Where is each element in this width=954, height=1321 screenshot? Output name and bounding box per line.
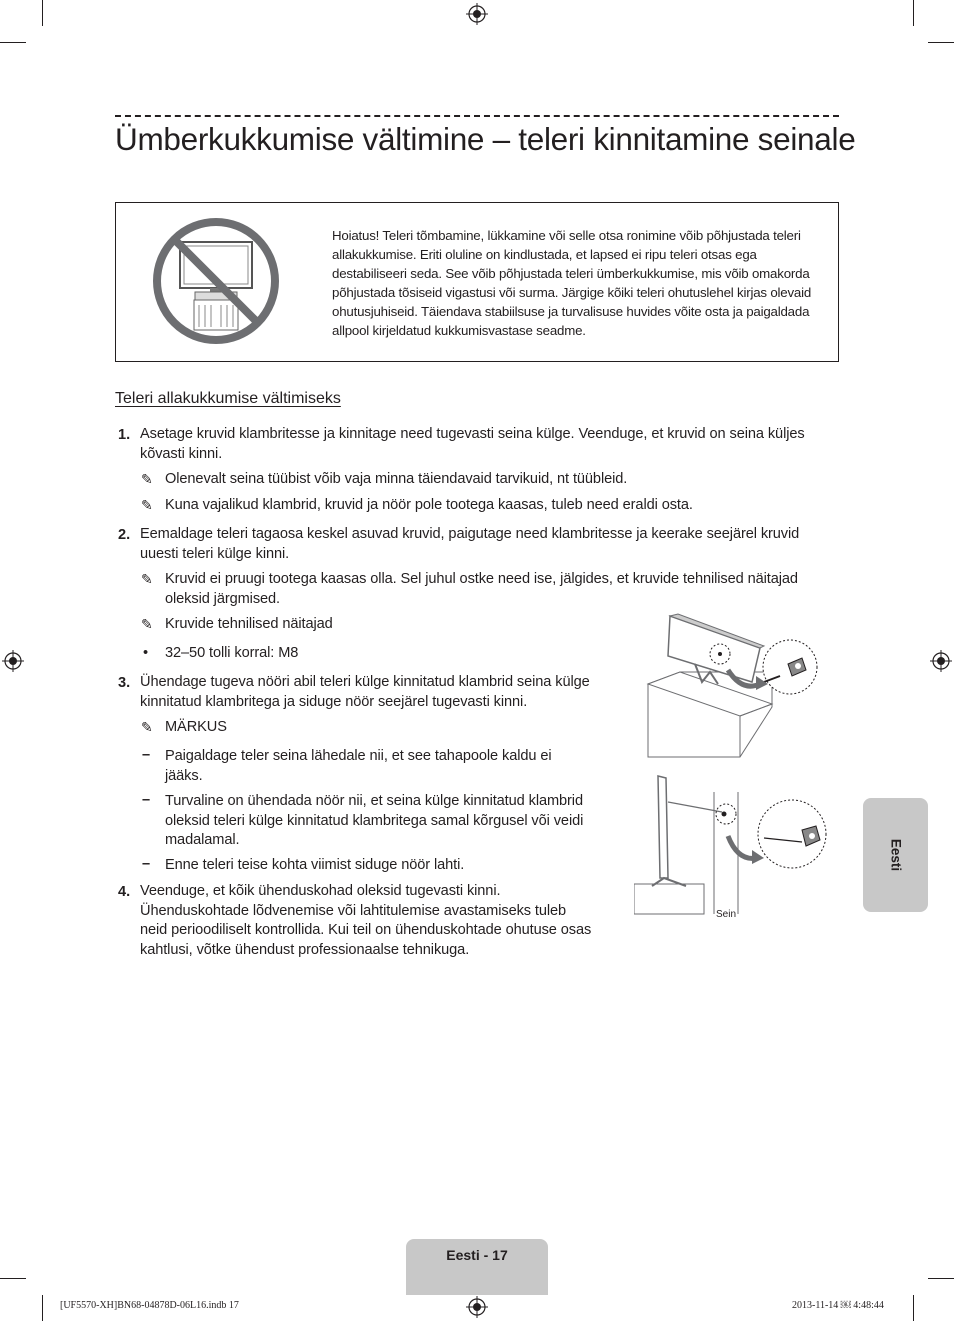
step-text: Eemaldage teleri tagaosa keskel asuvad kruvid, paigutage need klambritesse ja keerake seejärel kruvid uuesti teleri külge kinni. bbox=[140, 526, 800, 562]
side-tab-label: Eesti bbox=[888, 838, 903, 872]
registration-mark-icon bbox=[2, 650, 24, 672]
footer-file-info: [UF5570-XH]BN68-04878D-06L16.indb 17 bbox=[60, 1300, 239, 1311]
crop-mark bbox=[913, 0, 914, 26]
step-number: 1. bbox=[118, 427, 131, 443]
crop-mark bbox=[0, 1278, 26, 1279]
note-text: Kuna vajalikud klambrid, kruvid ja nöör pole tootega kaasas, tuleb need eraldi osta. bbox=[165, 497, 693, 513]
crop-mark bbox=[42, 1295, 43, 1321]
step-text: Veenduge, et kõik ühenduskohad oleksid tugevasti kinni. Ühenduskohtade lõdvenemise või lahtitulemise avastamiseks tuleb neid perioodiliselt kontrollida. Kui teil on ühenduskohtade ohutuse osas kahtlusi, võtke ühendust professionaalse tehnikuga. bbox=[140, 883, 592, 958]
note-text: MÄRKUS bbox=[165, 719, 227, 735]
bullet-text: 32–50 tolli korral: M8 bbox=[165, 645, 299, 661]
note-text: Olenevalt seina tüübist võib vaja minna täiendavaid tarvikuid, nt tüübleid. bbox=[165, 471, 628, 487]
note-text: Kruvide tehnilised näitajad bbox=[165, 616, 333, 632]
step-text: Ühendage tugeva nööri abil teleri külge kinnitatud klambrid seina külge kinnitatud klambritega ja siduge nöör seejärel tugevasti kinni. bbox=[140, 674, 590, 710]
note-pencil-icon: ✎ bbox=[141, 571, 153, 587]
note-pencil-icon: ✎ bbox=[141, 719, 153, 735]
title-rule bbox=[115, 115, 839, 117]
page-label: Eesti - 17 bbox=[446, 1247, 508, 1263]
registration-mark-icon bbox=[466, 3, 488, 25]
wall-side-illustration bbox=[634, 774, 834, 924]
note-text: Turvaline on ühendada nöör nii, et seina külge kinnitatud klambrid oleksid teleri külge kinnitatud klambritega samal kõrgusel või veidi madalamal. bbox=[165, 793, 584, 848]
bullet-icon: • bbox=[143, 645, 149, 661]
note-pencil-icon: ✎ bbox=[141, 616, 153, 632]
section-heading: Teleri allakukkumise vältimiseks bbox=[115, 390, 341, 407]
no-climbing-tv-icon bbox=[150, 215, 282, 347]
crop-mark bbox=[42, 0, 43, 26]
step-number: 4. bbox=[118, 884, 131, 900]
crop-mark bbox=[0, 42, 26, 43]
language-side-tab bbox=[863, 798, 928, 912]
crop-mark bbox=[913, 1295, 914, 1321]
page-number-tab bbox=[406, 1239, 548, 1295]
step-text: Asetage kruvid klambritesse ja kinnitage need tugevasti seina külge. Veenduge, et kruvid on seina küljes kõvasti kinni. bbox=[140, 426, 805, 462]
note-pencil-icon: ✎ bbox=[141, 497, 153, 513]
crop-mark bbox=[928, 1278, 954, 1279]
crop-mark bbox=[928, 42, 954, 43]
warning-text: Hoiatus! Teleri tõmbamine, lükkamine või selle otsa ronimine võib põhjustada teleri allakukkumise. Eriti oluline on kindlustada, et lapsed ei ripu teleri otsas ega destabiliseeri seda. See võib põhjustada teleri ümberkukkumise, mis võib omakorda põhjustada tõsiseid vigastusi või surma. Järgige kõiki teleri ohutuslehel kirjas olevaid ohutusjuhiseid. Täiendava stabiilsuse ja turvalisuse huvides võite osta ja paigaldada allpool kirjeldatud kukkumisvastase seadme. bbox=[332, 228, 812, 338]
note-text: Paigaldage teler seina lähedale nii, et see tahapoole kaldu ei jääks. bbox=[165, 748, 552, 784]
step-number: 3. bbox=[118, 675, 131, 691]
wall-label: Sein bbox=[716, 909, 737, 920]
note-text: Kruvid ei pruugi tootega kaasas olla. Sel juhul ostke need ise, jälgides, et kruvide tehnilised näitajad oleksid järgmised. bbox=[165, 571, 798, 607]
registration-mark-icon bbox=[466, 1296, 488, 1318]
footer-timestamp: 2013-11-14 ￼ 4:48:44 bbox=[792, 1300, 884, 1311]
page-title: Ümberkukkumise vältimine – teleri kinnitamine seinale bbox=[115, 121, 856, 157]
note-pencil-icon: ✎ bbox=[141, 471, 153, 487]
tv-bracket-illustration bbox=[640, 612, 830, 762]
registration-mark-icon bbox=[930, 650, 952, 672]
note-text: Enne teleri teise kohta viimist siduge nöör lahti. bbox=[165, 857, 465, 873]
step-number: 2. bbox=[118, 527, 131, 543]
dash-icon: – bbox=[142, 747, 151, 763]
dash-icon: – bbox=[142, 856, 151, 872]
dash-icon: – bbox=[142, 792, 151, 808]
